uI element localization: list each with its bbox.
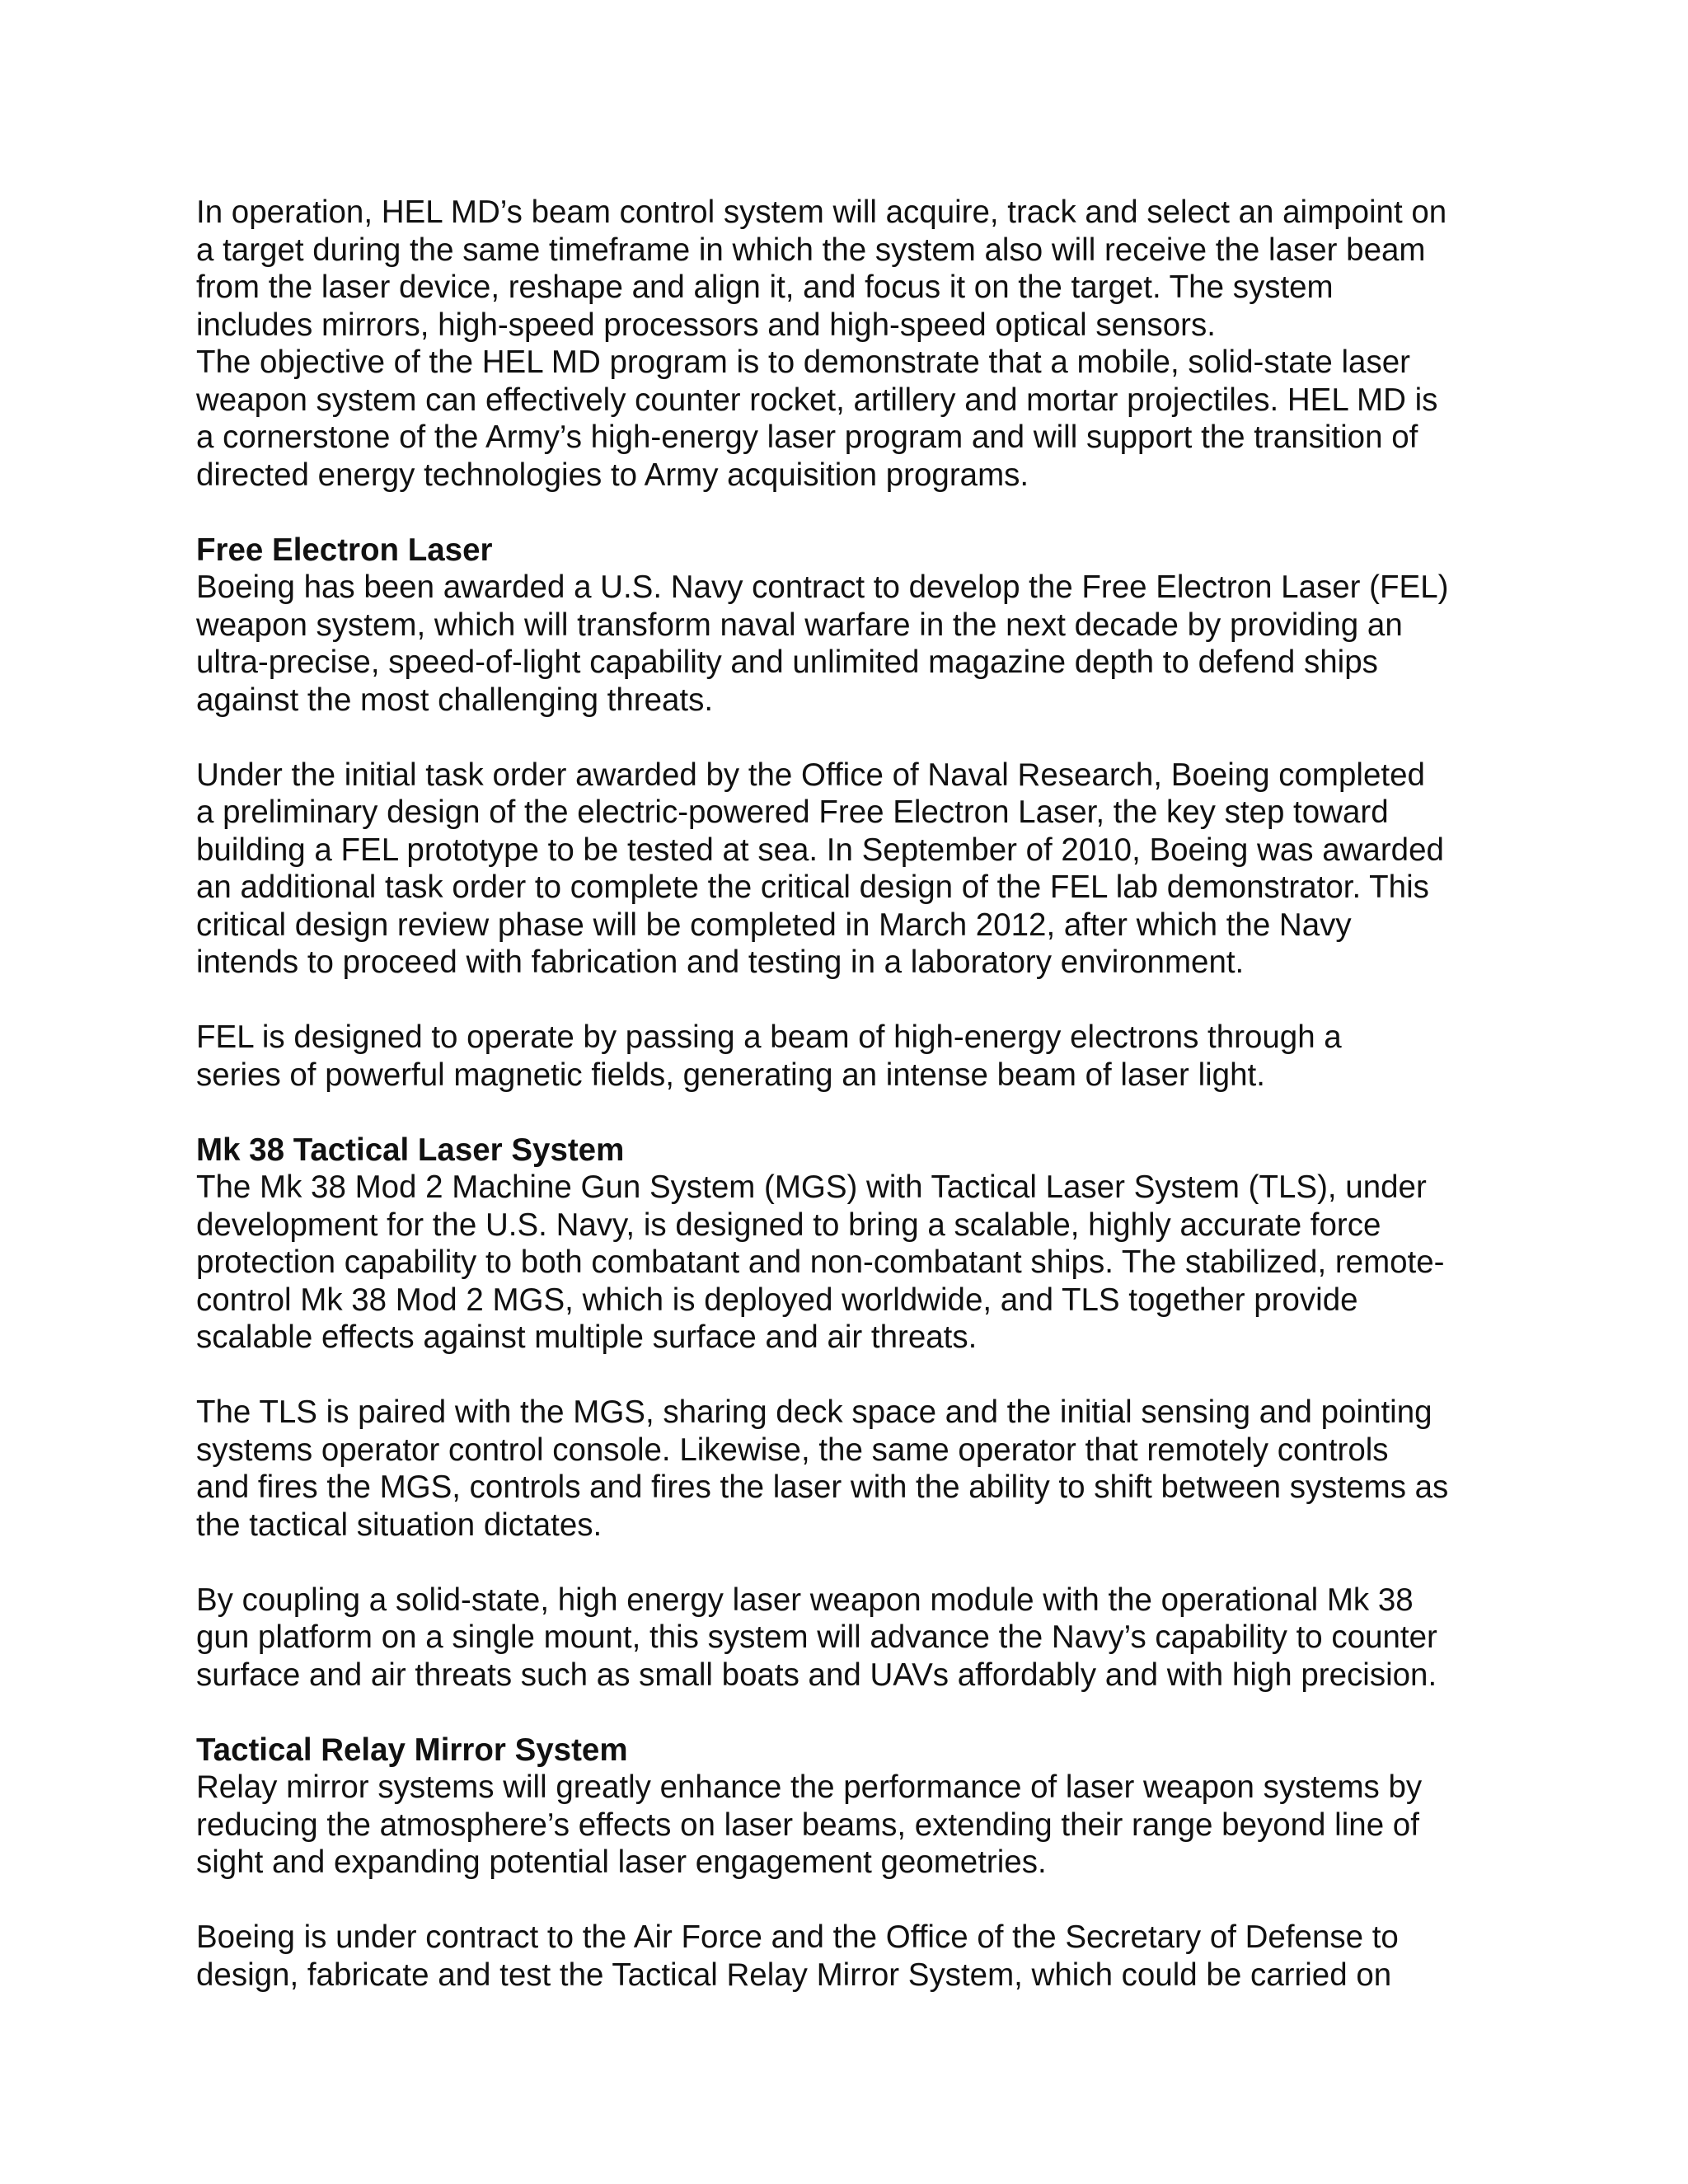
text-line: intends to proceed with fabrication and testing in a laboratory environment. <box>196 944 1245 980</box>
text-line: a preliminary design of the electric-powered Free Electron Laser, the key step toward <box>196 794 1389 830</box>
text-line: Boeing is under contract to the Air Force and the Office of the Secretary of Defense to <box>196 1919 1399 1955</box>
text-line: includes mirrors, high-speed processors and high-speed optical sensors. <box>196 307 1216 343</box>
text-line: FEL is designed to operate by passing a beam of high-energy electrons through a <box>196 1019 1342 1055</box>
text-line: In operation, HEL MD’s beam control system will acquire, track and select an aimpoint on <box>196 194 1447 230</box>
text-line: design, fabricate and test the Tactical Relay Mirror System, which could be carried on <box>196 1957 1392 1993</box>
text-line: critical design review phase will be completed in March 2012, after which the Navy <box>196 907 1352 943</box>
text-line: sight and expanding potential laser engagement geometries. <box>196 1844 1047 1880</box>
paragraph-mk38-1 <box>196 1169 1515 1357</box>
text-line: against the most challenging threats. <box>196 682 714 718</box>
text-line: Under the initial task order awarded by the Office of Naval Research, Boeing completed <box>196 757 1425 793</box>
paragraph-gap <box>196 1544 1515 1582</box>
text-line: development for the U.S. Navy, is designed to bring a scalable, highly accurate force <box>196 1207 1381 1243</box>
paragraph-gap <box>196 1694 1515 1732</box>
text-line: scalable effects against multiple surface and air threats. <box>196 1319 978 1355</box>
text-line: gun platform on a single mount, this system will advance the Navy’s capability to counter <box>196 1619 1437 1655</box>
text-line: a target during the same timeframe in which the system also will receive the laser beam <box>196 232 1426 268</box>
paragraph-gap <box>196 982 1515 1019</box>
paragraph-fel-2 <box>196 757 1515 982</box>
paragraph-gap <box>196 1882 1515 1919</box>
section-heading-mk38: Mk 38 Tactical Laser System <box>196 1132 625 1168</box>
paragraph-gap <box>196 494 1515 532</box>
text-line: The Mk 38 Mod 2 Machine Gun System (MGS) with Tactical Laser System (TLS), under <box>196 1169 1427 1205</box>
text-line: and fires the MGS, controls and fires the laser with the ability to shift between systems as <box>196 1469 1449 1505</box>
text-line: The objective of the HEL MD program is to demonstrate that a mobile, solid-state laser <box>196 344 1410 380</box>
paragraph-gap <box>196 1094 1515 1132</box>
document-page <box>196 194 1515 1994</box>
text-line: reducing the atmosphere’s effects on laser beams, extending their range beyond line of <box>196 1807 1419 1843</box>
text-line: systems operator control console. Likewise, the same operator that remotely controls <box>196 1432 1389 1468</box>
paragraph-fel-3 <box>196 1019 1515 1094</box>
paragraph-fel-1 <box>196 569 1515 719</box>
text-line: from the laser device, reshape and align it, and focus it on the target. The system <box>196 269 1334 305</box>
text-line: an additional task order to complete the critical design of the FEL lab demonstrator. This <box>196 869 1429 905</box>
paragraph-trms-2 <box>196 1919 1515 1994</box>
text-line: the tactical situation dictates. <box>196 1507 603 1543</box>
text-line: Boeing has been awarded a U.S. Navy contract to develop the Free Electron Laser (FEL) <box>196 569 1449 605</box>
text-line: control Mk 38 Mod 2 MGS, which is deployed worldwide, and TLS together provide <box>196 1282 1358 1318</box>
paragraph-gap <box>196 719 1515 757</box>
paragraph-trms-1 <box>196 1769 1515 1882</box>
section-heading-fel: Free Electron Laser <box>196 532 493 568</box>
text-line: The TLS is paired with the MGS, sharing deck space and the initial sensing and pointing <box>196 1394 1432 1430</box>
paragraph-mk38-3 <box>196 1582 1515 1694</box>
paragraph-mk38-2 <box>196 1394 1515 1544</box>
text-line: directed energy technologies to Army acquisition programs. <box>196 457 1029 493</box>
text-line: a cornerstone of the Army’s high-energy laser program and will support the transition of <box>196 419 1418 455</box>
text-line: weapon system can effectively counter rocket, artillery and mortar projectiles. HEL MD is <box>196 382 1438 418</box>
section-heading-trms: Tactical Relay Mirror System <box>196 1732 628 1768</box>
text-line: series of powerful magnetic fields, generating an intense beam of laser light. <box>196 1057 1265 1093</box>
text-line: ultra-precise, speed-of-light capability and unlimited magazine depth to defend ships <box>196 644 1378 680</box>
text-line: building a FEL prototype to be tested at sea. In September of 2010, Boeing was awarded <box>196 832 1444 868</box>
paragraph-gap <box>196 1357 1515 1394</box>
text-line: By coupling a solid-state, high energy laser weapon module with the operational Mk 38 <box>196 1582 1414 1618</box>
text-line: weapon system, which will transform naval warfare in the next decade by providing an <box>196 607 1403 643</box>
paragraph-hel-md <box>196 194 1515 494</box>
text-line: Relay mirror systems will greatly enhance the performance of laser weapon systems by <box>196 1769 1423 1805</box>
text-line: protection capability to both combatant and non-combatant ships. The stabilized, remote- <box>196 1244 1445 1280</box>
text-line: surface and air threats such as small boats and UAVs affordably and with high precision. <box>196 1657 1437 1693</box>
